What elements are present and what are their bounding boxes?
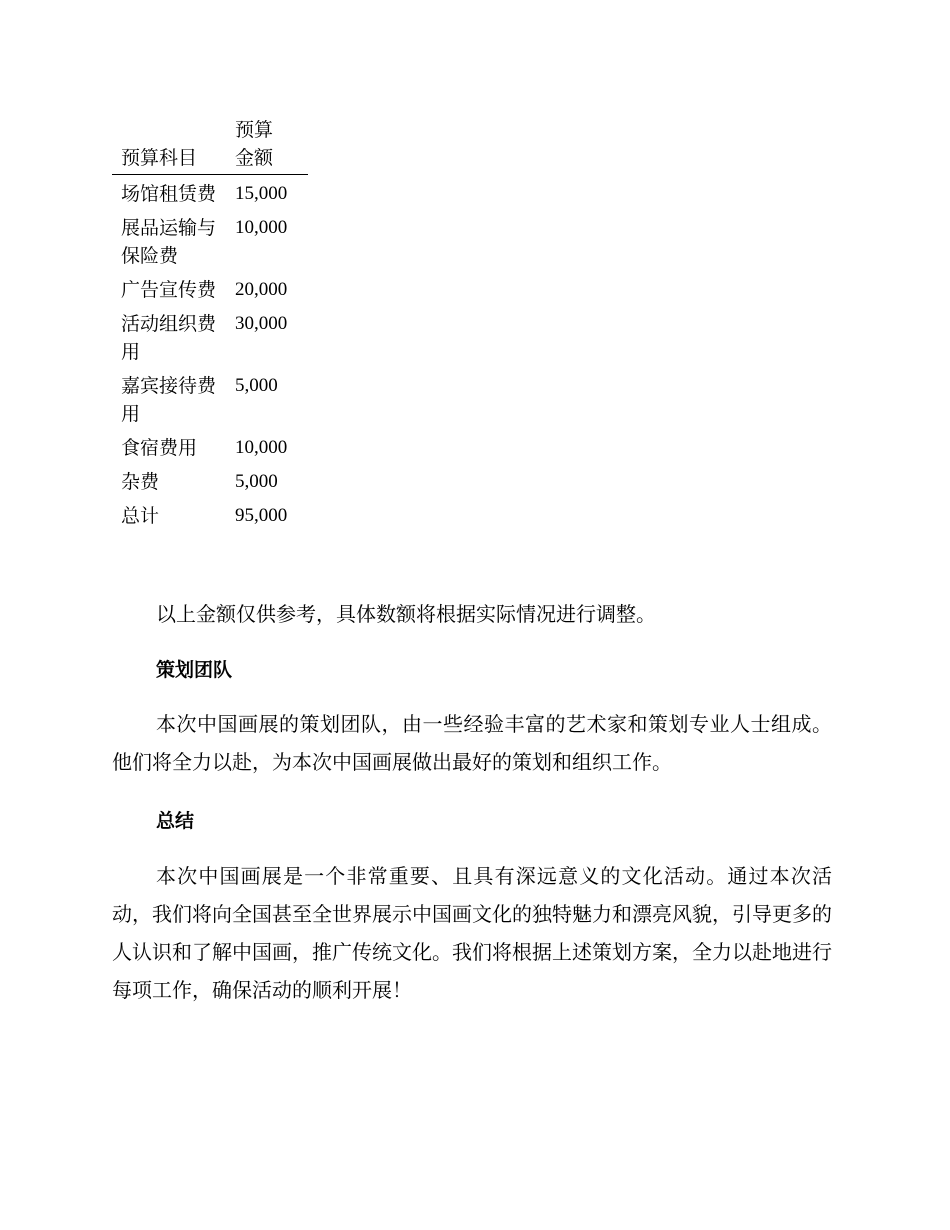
table-row: [112, 175, 308, 209]
cell-amount: 15,000: [235, 183, 288, 204]
header-budget-item: 预算科目: [112, 116, 226, 175]
cell-amount: 95,000: [235, 505, 288, 526]
table-row: [112, 270, 308, 304]
cell-amount: 10,000: [235, 437, 288, 458]
table-row: [112, 208, 308, 270]
budget-note: 以上金额仅供参考，具体数额将根据实际情况进行调整。: [156, 602, 656, 626]
cell-amount: 10,000: [235, 217, 288, 238]
table-row: [112, 428, 308, 462]
table-row: [112, 304, 308, 366]
header-budget-amount: [226, 116, 308, 175]
paragraph-team: 本次中国画展的策划团队，由一些经验丰富的艺术家和策划专业人士组成。他们将全力以赴，为本次中国画展做出最好的策划和组织工作。: [112, 712, 832, 774]
cell-item: 展品运输与保险费: [121, 217, 217, 267]
cell-item: 广告宣传费: [121, 279, 217, 301]
cell-item: 活动组织费用: [121, 313, 217, 363]
table-row: [112, 366, 308, 428]
section-heading-team: 策划团队: [156, 659, 233, 681]
section-heading-summary: 总结: [156, 810, 195, 832]
table-header-row: [112, 116, 308, 175]
table-row-total: [112, 496, 308, 530]
cell-amount: 20,000: [235, 279, 288, 300]
cell-item: 食宿费用: [121, 437, 198, 459]
header-budget-amount-text: 预算 金额: [235, 119, 274, 169]
paragraph-summary: 本次中国画展是一个非常重要、且具有深远意义的文化活动。通过本次活动，我们将向全国甚至全世界展示中国画文化的独特魅力和漂亮风貌，引导更多的人认识和了解中国画，推广传统文化。我们将根据上述策划方案，全力以赴地进行每项工作，确保活动的顺利开展！: [112, 864, 832, 1002]
cell-item: 场馆租赁费: [121, 183, 217, 205]
cell-item: 杂费: [121, 471, 160, 493]
cell-amount: 5,000: [235, 375, 278, 396]
table-row: [112, 462, 308, 496]
cell-amount: 30,000: [235, 313, 288, 334]
budget-table: [112, 116, 308, 530]
cell-item: 总计: [121, 505, 160, 527]
cell-item: 嘉宾接待费用: [121, 375, 217, 425]
cell-amount: 5,000: [235, 471, 278, 492]
